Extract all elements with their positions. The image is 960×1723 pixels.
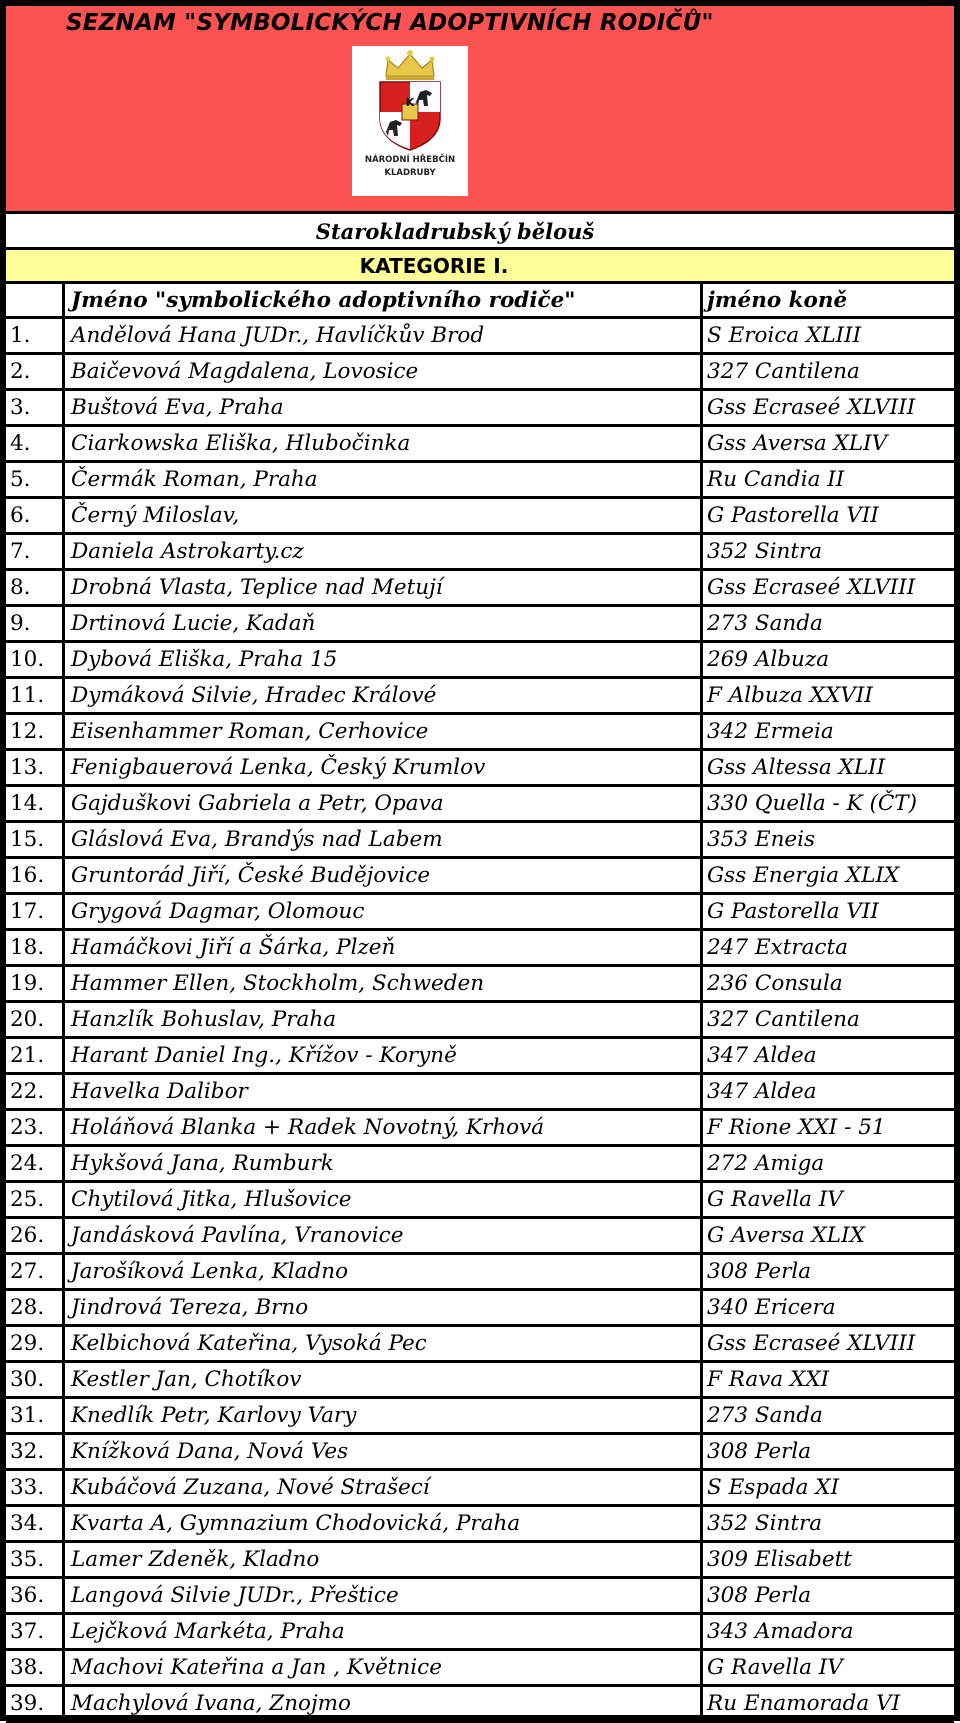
row-number: 28. [10,1295,45,1320]
adopter-name: Gruntorád Jiří, České Budějovice [62,859,700,892]
horse-name: 347 Aldea [700,1039,954,1072]
horse-name: 352 Sintra [700,535,954,568]
table-row [6,1651,954,1687]
horse-name: 327 Cantilena [700,1003,954,1036]
adopter-name: Drobná Vlasta, Teplice nad Metují [62,571,700,604]
row-number: 24. [10,1151,45,1176]
row-number: 20. [10,1007,45,1032]
horse-name: S Eroica XLIII [700,319,954,352]
row-number: 34. [10,1511,45,1536]
horse-name: G Aversa XLIX [700,1219,954,1252]
table-row [6,643,954,679]
horse-name: 273 Sanda [700,607,954,640]
table-row [6,823,954,859]
adopter-name: Lamer Zdeněk, Kladno [62,1543,700,1576]
table-row [6,1291,954,1327]
horse-name: 309 Elisabett [700,1543,954,1576]
table-row [6,1543,954,1579]
horse-name: G Ravella IV [700,1651,954,1684]
table-row [6,1615,954,1651]
adopter-name: Kelbichová Kateřina, Vysoká Pec [62,1327,700,1360]
row-number: 22. [10,1079,45,1104]
table-row [6,1039,954,1075]
adopter-name: Harant Daniel Ing., Křížov - Koryně [62,1039,700,1072]
adopter-name: Černý Miloslav, [62,499,700,532]
horse-name: Gss Ecraseé XLVIII [700,571,954,604]
row-number: 21. [10,1043,45,1068]
document-title: SEZNAM "SYMBOLICKÝCH ADOPTIVNÍCH RODIČŮ" [66,10,714,36]
adopter-name: Jindrová Tereza, Brno [62,1291,700,1324]
adopter-name: Kestler Jan, Chotíkov [62,1363,700,1396]
horse-name: 308 Perla [700,1435,954,1468]
adopter-name: Havelka Dalibor [62,1075,700,1108]
table-row [6,679,954,715]
adopter-name: Jarošíková Lenka, Kladno [62,1255,700,1288]
table-row [6,1579,954,1615]
adopter-name: Baičevová Magdalena, Lovosice [62,355,700,388]
table-row [6,967,954,1003]
row-number: 5. [10,467,31,492]
adopter-name: Eisenhammer Roman, Cerhovice [62,715,700,748]
row-number: 1. [10,323,31,348]
row-number: 32. [10,1439,45,1464]
table-row [6,931,954,967]
row-number: 19. [10,971,45,996]
horse-name: 352 Sintra [700,1507,954,1540]
adopter-name: Andělová Hana JUDr., Havlíčkův Brod [62,319,700,352]
row-number: 25. [10,1187,45,1212]
adopter-name: Grygová Dagmar, Olomouc [62,895,700,928]
logo-letter: K [405,96,415,109]
horse-name: 327 Cantilena [700,355,954,388]
table-row [6,1435,954,1471]
adopter-name: Jandásková Pavlína, Vranovice [62,1219,700,1252]
logo-text-line1: NÁRODNÍ HŘEBČÍN [364,155,456,165]
column-header-adopter: Jméno "symbolického adoptivního rodiče" [62,284,700,316]
horse-name: S Espada XI [700,1471,954,1504]
table-row [6,1471,954,1507]
adopter-name: Langová Silvie JUDr., Přeštice [62,1579,700,1612]
adopter-name: Lejčková Markéta, Praha [62,1615,700,1648]
row-number: 17. [10,899,45,924]
table-row [6,607,954,643]
row-number: 23. [10,1115,45,1140]
row-number: 31. [10,1403,45,1428]
table-row [6,1183,954,1219]
table-row [6,391,954,427]
horse-name: 269 Albuza [700,643,954,676]
column-header-number [6,284,61,316]
row-number: 2. [10,359,31,384]
adopter-name: Hanzlík Bohuslav, Praha [62,1003,700,1036]
adopter-name: Knedlík Petr, Karlovy Vary [62,1399,700,1432]
horse-name: 308 Perla [700,1255,954,1288]
horse-name: Gss Energia XLIX [700,859,954,892]
table-row [6,751,954,787]
adopter-name: Drtinová Lucie, Kadaň [62,607,700,640]
horse-name: G Ravella IV [700,1183,954,1216]
table-row [6,1111,954,1147]
row-number: 7. [10,539,31,564]
breed-subtitle: Starokladrubský bělouš [315,219,595,244]
horse-name: 347 Aldea [700,1075,954,1108]
horse-name: Gss Ecraseé XLVIII [700,391,954,424]
adopter-name: Dybová Eliška, Praha 15 [62,643,700,676]
adopter-name: Fenigbauerová Lenka, Český Krumlov [62,751,700,784]
row-number: 4. [10,431,31,456]
horse-name: Gss Altessa XLII [700,751,954,784]
adopter-name: Holáňová Blanka + Radek Novotný, Krhová [62,1111,700,1144]
row-number: 11. [10,683,45,708]
row-number: 30. [10,1367,45,1392]
table-row [6,463,954,499]
row-number: 26. [10,1223,45,1248]
horse-name: Ru Enamorada VI [700,1687,954,1720]
table-row [6,499,954,535]
horse-name: 273 Sanda [700,1399,954,1432]
horse-name: 247 Extracta [700,931,954,964]
adopter-name: Hamáčkovi Jiří a Šárka, Plzeň [62,931,700,964]
adopter-name: Ciarkowska Eliška, Hlubočinka [62,427,700,460]
adopter-name: Daniela Astrokarty.cz [62,535,700,568]
adopter-name: Buštová Eva, Praha [62,391,700,424]
table-row [6,859,954,895]
row-number: 8. [10,575,31,600]
horse-name: 342 Ermeia [700,715,954,748]
adopter-name: Kvarta A, Gymnazium Chodovická, Praha [62,1507,700,1540]
horse-name: 330 Quella - K (ČT) [700,787,954,820]
table-row [6,1327,954,1363]
horse-name: Gss Ecraseé XLVIII [700,1327,954,1360]
row-number: 39. [10,1691,45,1716]
adopter-name: Gajduškovi Gabriela a Petr, Opava [62,787,700,820]
stud-farm-logo [352,46,468,196]
horse-name: 353 Eneis [700,823,954,856]
header-band [6,6,954,214]
horse-name: Ru Candia II [700,463,954,496]
table-row [6,1255,954,1291]
table-row [6,319,954,355]
row-number: 35. [10,1547,45,1572]
table-row [6,895,954,931]
horse-name: G Pastorella VII [700,895,954,928]
row-number: 16. [10,863,45,888]
adopter-name: Dymáková Silvie, Hradec Králové [62,679,700,712]
adopter-name: Machylová Ivana, Znojmo [62,1687,700,1720]
row-number: 6. [10,503,31,528]
adopter-name: Knížková Dana, Nová Ves [62,1435,700,1468]
row-number: 18. [10,935,45,960]
table-row [6,427,954,463]
table-row [6,1075,954,1111]
horse-name: 340 Ericera [700,1291,954,1324]
table-row [6,355,954,391]
horse-name: F Albuza XXVII [700,679,954,712]
table-row [6,535,954,571]
table-row [6,1219,954,1255]
adopter-name: Hykšová Jana, Rumburk [62,1147,700,1180]
horse-name: 343 Amadora [700,1615,954,1648]
row-number: 27. [10,1259,45,1284]
row-number: 37. [10,1619,45,1644]
horse-name: Gss Aversa XLIV [700,427,954,460]
row-number: 29. [10,1331,45,1356]
table-row [6,571,954,607]
table-row [6,1003,954,1039]
adopters-table [6,284,954,1723]
table-header-row [6,284,954,319]
adopter-name: Čermák Roman, Praha [62,463,700,496]
row-number: 36. [10,1583,45,1608]
row-number: 12. [10,719,45,744]
logo-text-line2: KLADRUBY [384,168,436,178]
adopter-name: Chytilová Jitka, Hlušovice [62,1183,700,1216]
row-number: 15. [10,827,45,852]
table-row [6,1363,954,1399]
horse-name: 272 Amiga [700,1147,954,1180]
category-row [6,250,954,284]
adopter-name: Hammer Ellen, Stockholm, Schweden [62,967,700,1000]
horse-name: 308 Perla [700,1579,954,1612]
table-row [6,787,954,823]
row-number: 33. [10,1475,45,1500]
horse-name: G Pastorella VII [700,499,954,532]
adopter-name: Kubáčová Zuzana, Nové Strašecí [62,1471,700,1504]
row-number: 10. [10,647,45,672]
horse-name: F Rava XXI [700,1363,954,1396]
row-number: 14. [10,791,45,816]
table-row [6,1507,954,1543]
adopter-name: Machovi Kateřina a Jan , Květnice [62,1651,700,1684]
row-number: 9. [10,611,31,636]
table-row [6,715,954,751]
subtitle-row [6,217,954,250]
row-number: 13. [10,755,45,780]
column-header-horse: jméno koně [700,284,954,316]
horse-name: 236 Consula [700,967,954,1000]
adopter-name: Gláslová Eva, Brandýs nad Labem [62,823,700,856]
table-row [6,1399,954,1435]
horse-name: F Rione XXI - 51 [700,1111,954,1144]
table-row [6,1147,954,1183]
row-number: 3. [10,395,31,420]
row-number: 38. [10,1655,45,1680]
table-row [6,1687,954,1723]
category-label: KATEGORIE I. [359,254,509,278]
